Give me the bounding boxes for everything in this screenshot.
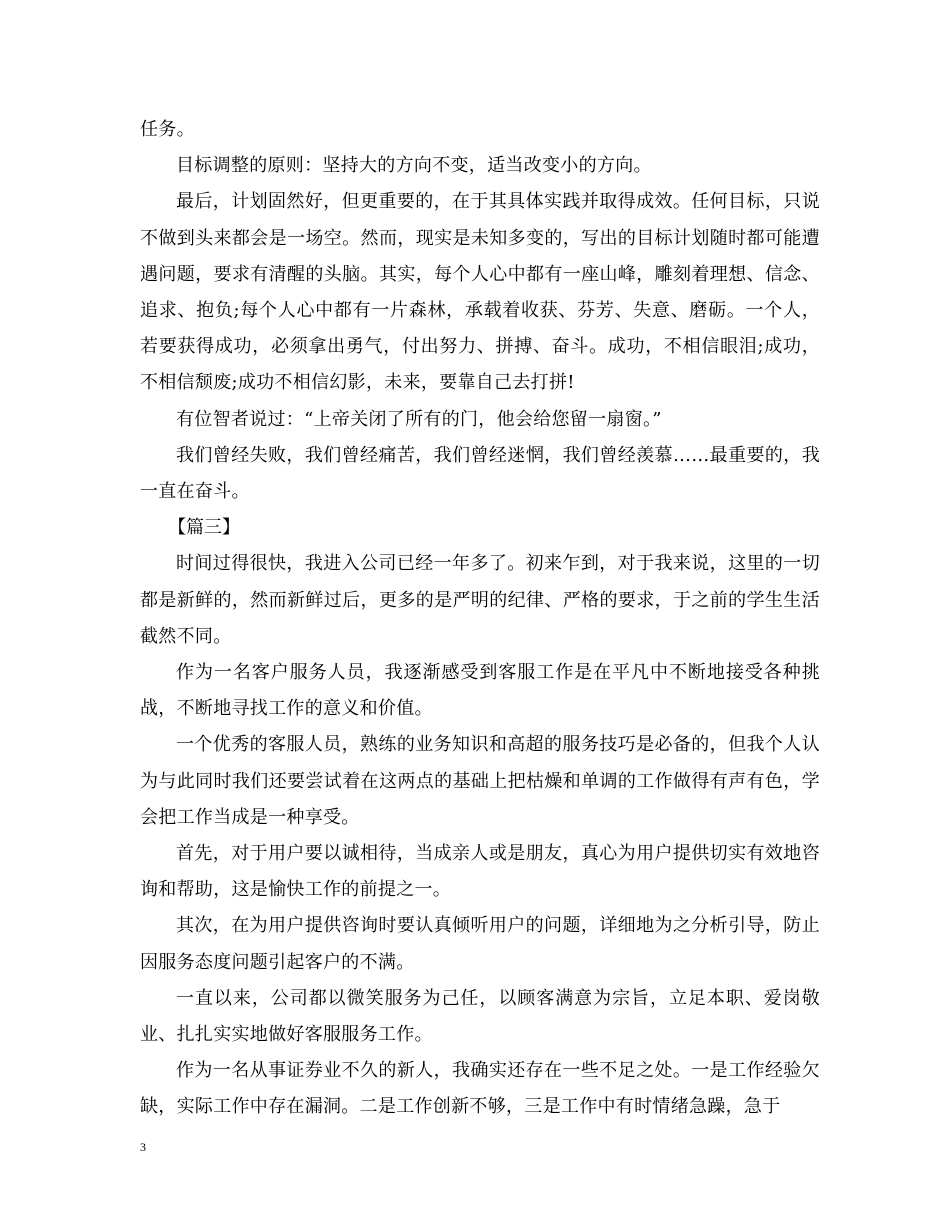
paragraph: 作为一名客户服务人员，我逐渐感受到客服工作是在平凡中不断地接受各种挑战，不断地寻找工作的意义和价值。 [140, 662, 820, 720]
paragraph: 我们曾经失败，我们曾经痛苦，我们曾经迷惘，我们曾经羡慕……最重要的，我一直在奋斗。 [140, 444, 820, 503]
paragraph: 时间过得很快，我进入公司已经一年多了。初来乍到，对于我来说，这里的一切都是新鲜的，然而新鲜过后，更多的是严明的纪律、严格的要求，于之前的学生生活截然不同。 [140, 553, 820, 647]
paragraph: 其次，在为用户提供咨询时要认真倾听用户的问题，详细地为之分析引导，防止因服务态度问题引起客户的不满。 [140, 915, 820, 973]
paragraph: 首先，对于用户要以诚相待，当成亲人或是朋友，真心为用户提供切实有效地咨询和帮助，这是愉快工作的前提之一。 [140, 843, 820, 901]
paragraph: 一直以来，公司都以微笑服务为己任，以顾客满意为宗旨，立足本职、爱岗敬业、扎扎实实地做好客服服务工作。 [140, 987, 820, 1046]
section-heading: 【篇三】 [168, 517, 240, 539]
paragraph: 作为一名从事证券业不久的新人，我确实还存在一些不足之处。一是工作经验欠缺，实际工作中存在漏洞。二是工作创新不够，三是工作中有时情绪急躁，急于 [140, 1060, 820, 1118]
document-body [140, 112, 820, 1126]
page-number: 3 [140, 1140, 146, 1154]
paragraph: 目标调整的原则：坚持大的方向不变，适当改变小的方向。 [176, 155, 652, 177]
paragraph: 任务。 [140, 119, 195, 140]
paragraph: 最后，计划固然好，但更重要的，在于其具体实践并取得成效。任何目标，只说不做到头来都会是一场空。然而，现实是未知多变的，写出的目标计划随时都可能遭遇问题，要求有清醒的头脑。其实，每个人心中都有一座山峰，雕刻着理想、信念、追求、抱负;每个人心中都有一片森林，承载着收获、芬芳、失意、磨砺。一个人，若要获得成功，必须拿出勇气，付出努力、拼搏、奋斗。成功，不相信眼泪;成功，不相信颓废;成功不相信幻影，未来，要靠自己去打拼! [140, 191, 820, 394]
paragraph: 有位智者说过：“上帝关闭了所有的门，他会给您留一扇窗。” [176, 408, 662, 430]
paragraph: 一个优秀的客服人员，熟练的业务知识和高超的服务技巧是必备的，但我个人认为与此同时我们还要尝试着在这两点的基础上把枯燥和单调的工作做得有声有色，学会把工作当成是一种享受。 [140, 734, 820, 828]
